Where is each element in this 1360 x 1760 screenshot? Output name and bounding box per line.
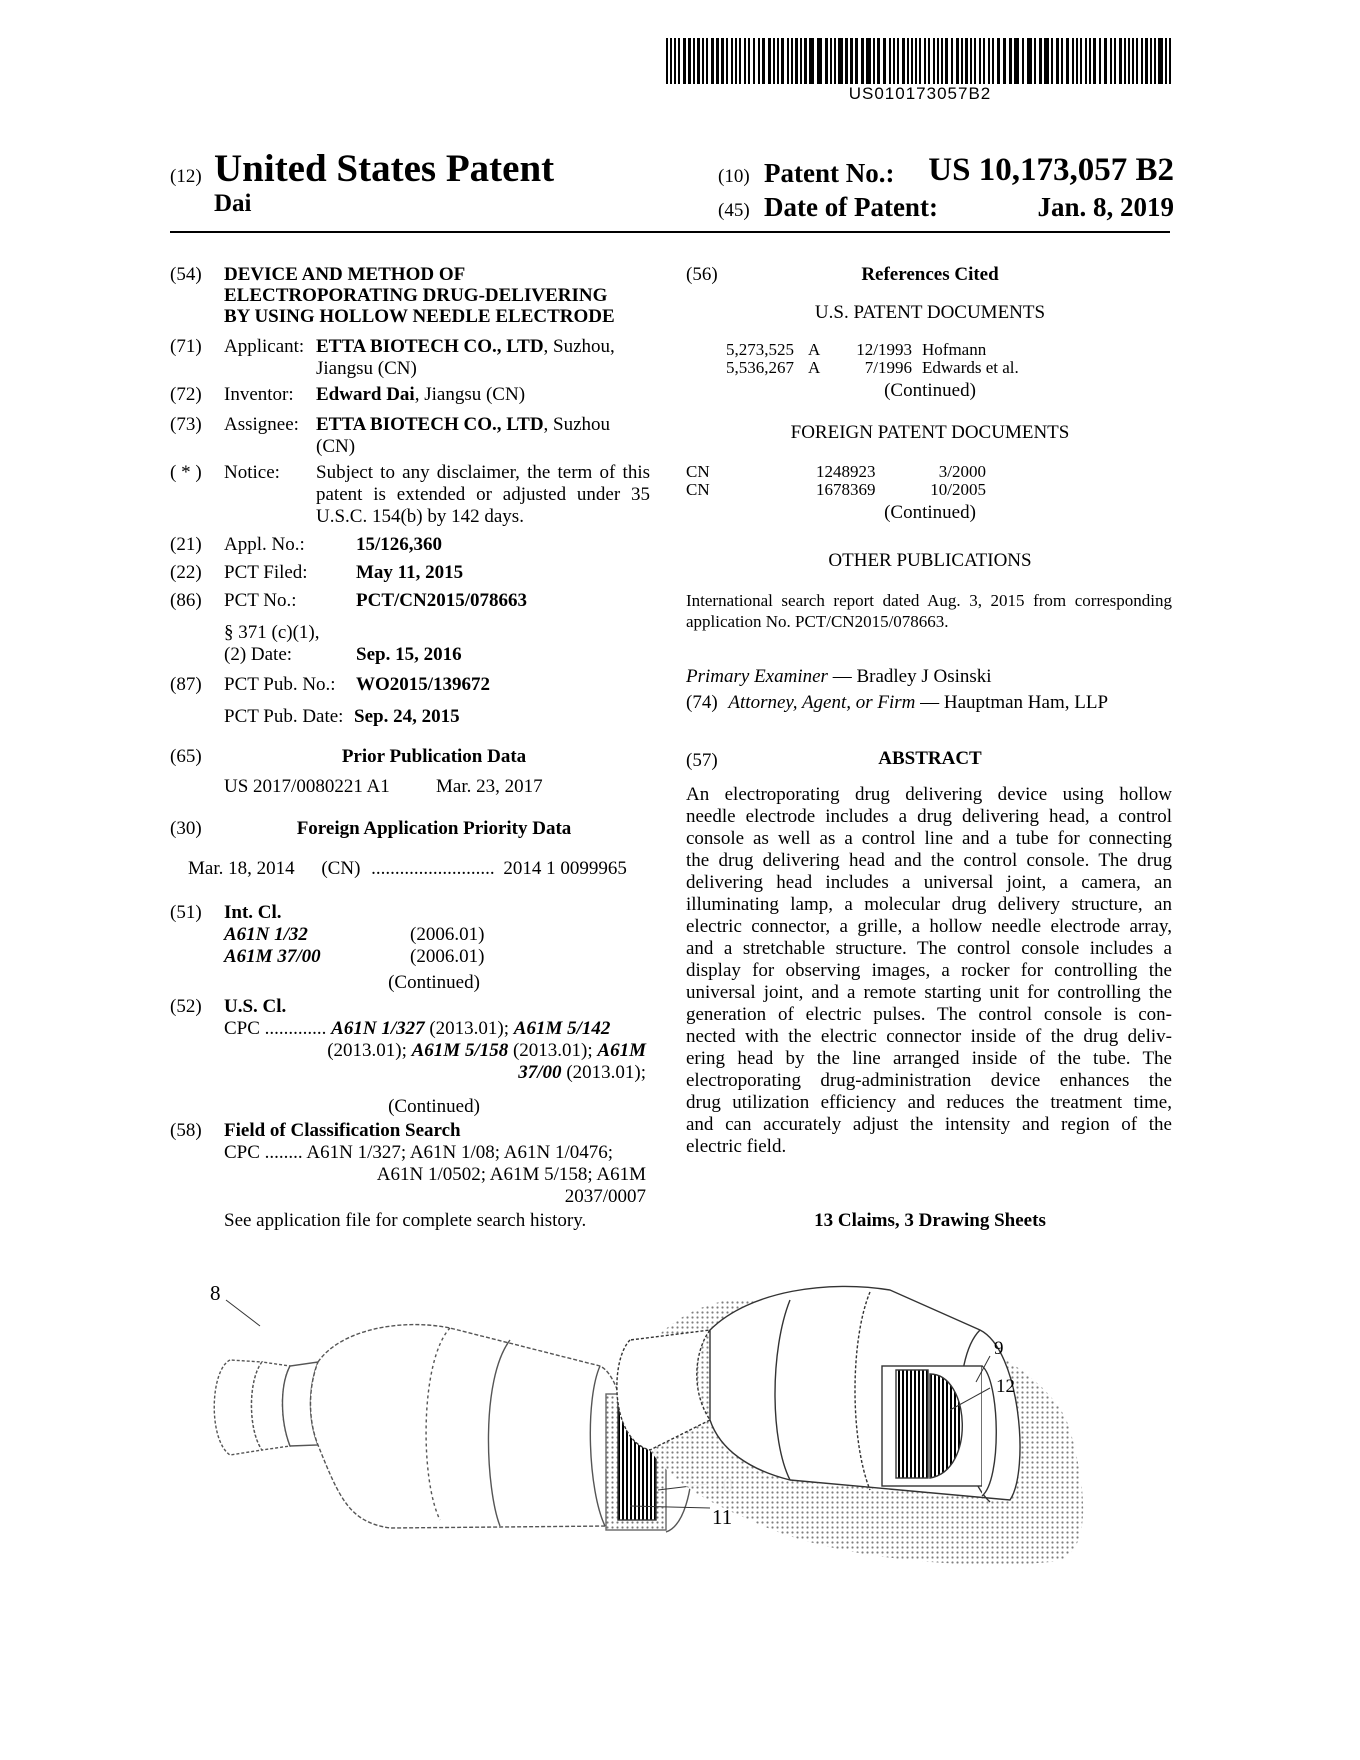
- applicant-region: Jiangsu (CN): [316, 358, 417, 379]
- foreign-docs-continued: (Continued): [884, 502, 976, 523]
- abstract-title: ABSTRACT: [878, 748, 982, 769]
- figure-label: 11: [712, 1505, 733, 1529]
- int-cl-title: Int. Cl.: [224, 902, 282, 923]
- abstract-line: needle electrode includes a drug delivering head, a control: [686, 806, 1172, 827]
- applicant-label: Applicant:: [224, 336, 305, 357]
- barcode-graphic: [666, 38, 1178, 86]
- attorney-label: Attorney, Agent, or Firm: [728, 692, 916, 713]
- int-cl-2-year: (2006.01): [410, 946, 485, 967]
- abstract-line: universal joint, and a remote starting unit for controlling the: [686, 982, 1172, 1003]
- abstract-line: and a stretchable structure. The control console includes a: [686, 938, 1172, 959]
- us-cl-cpc: [224, 1018, 646, 1084]
- date-of-patent: Jan. 8, 2019: [1037, 192, 1174, 222]
- code-30: (30): [170, 818, 202, 839]
- us-doc-name: Hofmann: [922, 340, 987, 359]
- code-51: (51): [170, 902, 202, 923]
- inventor-name: Edward Dai: [316, 384, 415, 405]
- abstract-line: and can accurately adjust the intensity and region of the: [686, 1114, 1172, 1135]
- foreign-priority-row: [188, 858, 646, 880]
- field-cpc-line: A61N 1/327; A61N 1/08; A61N 1/0476;: [306, 1142, 614, 1163]
- figure-label: 9: [994, 1338, 1004, 1359]
- code-22: (22): [170, 562, 202, 583]
- cpc-class: A61M 5/142: [513, 1018, 611, 1039]
- other-pub-line: application No. PCT/CN2015/078663.: [686, 612, 949, 631]
- code-86: (86): [170, 590, 202, 611]
- field-cpc-line: A61N 1/0502; A61M 5/158; A61M: [376, 1164, 646, 1185]
- us-doc-number: 5,536,267: [726, 358, 794, 377]
- code-58: (58): [170, 1120, 202, 1141]
- code-56: (56): [686, 264, 718, 285]
- abstract-line: generation of electric pulses. The control console is con-: [686, 1004, 1172, 1025]
- notice-line: U.S.C. 154(b) by 142 days.: [316, 506, 524, 527]
- code-54: (54): [170, 264, 202, 285]
- prior-pub-date: Mar. 23, 2017: [436, 776, 543, 797]
- cpc-year: (2013.01);: [327, 1040, 412, 1061]
- figure-label: 8: [210, 1281, 221, 1305]
- title-line: BY USING HOLLOW NEEDLE ELECTRODE: [224, 306, 615, 327]
- foreign-doc-date: 10/2005: [930, 480, 986, 499]
- notice-label: Notice:: [224, 462, 280, 483]
- code-72: (72): [170, 384, 202, 405]
- date-of-patent-label: Date of Patent:: [764, 192, 938, 222]
- foreign-doc-country: CN: [686, 480, 710, 499]
- invention-title: [224, 264, 615, 327]
- code-87: (87): [170, 674, 202, 695]
- abstract-line: electric field.: [686, 1136, 787, 1157]
- field-cpc-label: CPC: [224, 1142, 260, 1163]
- assignee: [316, 414, 610, 458]
- code-notice: ( * ): [170, 462, 202, 483]
- search-history-note: See application file for complete search history.: [224, 1210, 587, 1231]
- field-search-cpc: [224, 1142, 646, 1208]
- us-doc-date: 12/1993: [856, 340, 912, 359]
- claims-summary: 13 Claims, 3 Drawing Sheets: [814, 1210, 1046, 1231]
- attorney: [686, 692, 1108, 714]
- notice-line: patent is extended or adjusted under 35: [316, 484, 650, 505]
- assignee-name: ETTA BIOTECH CO., LTD: [316, 414, 544, 435]
- appl-no-label: Appl. No.:: [224, 534, 305, 555]
- foreign-doc-number: 1678369: [816, 480, 876, 499]
- foreign-priority-title: Foreign Application Priority Data: [296, 818, 572, 839]
- int-cl-1-year: (2006.01): [410, 924, 485, 945]
- us-doc-kind: A: [808, 340, 821, 359]
- cpc-year: (2013.01);: [561, 1062, 646, 1083]
- assignee-city: , Suzhou: [543, 414, 611, 435]
- foreign-doc-date: 3/2000: [938, 462, 986, 481]
- notice-line: Subject to any disclaimer, the term of this: [316, 462, 650, 483]
- code-21: (21): [170, 534, 202, 555]
- cpc-year: (2013.01);: [424, 1018, 514, 1039]
- cpc-class: 37/00: [518, 1062, 562, 1083]
- abstract-line: An electroporating drug delivering device using hollow: [686, 784, 1172, 805]
- title-line: ELECTROPORATING DRUG-DELIVERING: [224, 285, 608, 306]
- appl-no: 15/126,360: [356, 534, 443, 555]
- attorney-name: — Hauptman Ham, LLP: [915, 692, 1109, 713]
- pct-pub-date: Sep. 24, 2015: [354, 706, 460, 727]
- abstract-line: illuminating lamp, a molecular drug delivery structure, an: [686, 894, 1172, 915]
- patent-title: United States Patent: [214, 147, 555, 190]
- section-371-date-label: (2) Date:: [224, 644, 293, 665]
- notice-text: [316, 462, 650, 528]
- abstract-line: ering head by the line arranged inside of the tube. The: [686, 1048, 1172, 1069]
- inventor: [316, 384, 525, 406]
- foreign-docs-title: FOREIGN PATENT DOCUMENTS: [790, 422, 1070, 443]
- other-pub-text: [686, 590, 1172, 632]
- applicant-city: , Suzhou,: [543, 336, 615, 357]
- other-pub-line: International search report dated Aug. 3, 2015 from corresponding: [686, 591, 1172, 610]
- title-line: DEVICE AND METHOD OF: [224, 264, 466, 285]
- code-10: (10): [718, 166, 750, 187]
- abstract-line: delivering head includes a universal joint, a camera, an: [686, 872, 1172, 893]
- device-right-drawing: [617, 1286, 1083, 1564]
- pct-filed-label: PCT Filed:: [224, 562, 308, 583]
- field-search-title: Field of Classification Search: [224, 1120, 461, 1141]
- inventor-location: , Jiangsu (CN): [414, 384, 526, 405]
- foreign-doc-number: 1248923: [816, 462, 876, 481]
- us-cl-continued: (Continued): [388, 1096, 480, 1117]
- section-371-date: Sep. 15, 2016: [356, 644, 462, 665]
- pct-pub-no-label: PCT Pub. No.:: [224, 674, 336, 695]
- pct-pub-no: WO2015/139672: [356, 674, 491, 695]
- code-73: (73): [170, 414, 202, 435]
- abstract-text: [686, 784, 1172, 1158]
- cpc-class: A61M 5/158: [411, 1040, 509, 1061]
- references-title: References Cited: [861, 264, 999, 285]
- priority-number: 2014 1 0099965: [503, 858, 627, 879]
- code-52: (52): [170, 996, 202, 1017]
- priority-country: (CN): [321, 858, 361, 879]
- header-rule: [170, 231, 1170, 233]
- pct-filed: May 11, 2015: [356, 562, 464, 583]
- assignee-label: Assignee:: [224, 414, 299, 435]
- cpc-label: CPC: [224, 1018, 260, 1039]
- us-doc-name: Edwards et al.: [922, 358, 1019, 377]
- abstract-line: console as well as a control line and a tube for connecting: [686, 828, 1172, 849]
- abstract-line: nected with the electric connector inside of the drug deliv-: [686, 1026, 1172, 1047]
- section-371-label: § 371 (c)(1),: [224, 622, 320, 643]
- prior-pub-title: Prior Publication Data: [341, 746, 527, 767]
- pct-no: PCT/CN2015/078663: [356, 590, 527, 611]
- foreign-doc-country: CN: [686, 462, 710, 481]
- code-45: (45): [718, 200, 750, 221]
- abstract-line: display for observing images, a rocker for controlling the: [686, 960, 1172, 981]
- us-doc-date: 7/1996: [864, 358, 912, 377]
- prior-pub-number: US 2017/0080221 A1: [224, 776, 390, 797]
- field-cpc-line: 2037/0007: [564, 1186, 646, 1207]
- inventor-surname: Dai: [214, 190, 252, 217]
- barcode-number: US010173057B2: [848, 84, 992, 103]
- applicant-name: ETTA BIOTECH CO., LTD: [316, 336, 544, 357]
- us-doc-number: 5,273,525: [726, 340, 794, 359]
- cpc-year: (2013.01);: [508, 1040, 598, 1061]
- pct-pub-date-label: PCT Pub. Date:: [224, 706, 344, 727]
- code-12: (12): [170, 166, 202, 187]
- code-65: (65): [170, 746, 202, 767]
- patent-no-label: Patent No.:: [764, 158, 895, 188]
- drawing-figure: [190, 1270, 1170, 1570]
- abstract-line: drug utilization efficiency and reduces the treatment time,: [686, 1092, 1172, 1113]
- priority-leader: ..........................: [371, 858, 495, 879]
- us-docs-title: U.S. PATENT DOCUMENTS: [814, 302, 1046, 323]
- code-74: (74): [686, 692, 718, 713]
- abstract-line: electroporating drug-administration device enhances the: [686, 1070, 1172, 1091]
- applicant: [316, 336, 615, 380]
- int-cl-2: A61M 37/00: [224, 946, 321, 967]
- us-docs-continued: (Continued): [884, 380, 976, 401]
- code-57: (57): [686, 750, 718, 771]
- code-71: (71): [170, 336, 202, 357]
- cpc-leader: .............: [264, 1018, 327, 1039]
- figure-label: 12: [996, 1376, 1015, 1397]
- primary-examiner: [686, 666, 992, 688]
- patent-number: US 10,173,057 B2: [928, 152, 1174, 188]
- int-cl-1: A61N 1/32: [224, 924, 308, 945]
- abstract-line: the drug delivering head and the control console. The drug: [686, 850, 1172, 871]
- int-cl-continued: (Continued): [388, 972, 480, 993]
- assignee-country: (CN): [316, 436, 356, 457]
- us-cl-title: U.S. Cl.: [224, 996, 287, 1017]
- examiner-name: — Bradley J Osinski: [827, 666, 992, 687]
- priority-date: Mar. 18, 2014: [188, 858, 295, 879]
- device-left-drawing: [214, 1325, 692, 1532]
- abstract-line: electric connector, a grille, a hollow needle electrode array,: [686, 916, 1172, 937]
- field-cpc-leader: ........: [264, 1142, 303, 1163]
- examiner-label: Primary Examiner: [686, 666, 828, 687]
- pct-no-label: PCT No.:: [224, 590, 297, 611]
- cpc-class: A61N 1/327: [331, 1018, 425, 1039]
- cpc-class: A61M: [597, 1040, 646, 1061]
- us-doc-kind: A: [808, 358, 821, 377]
- other-pub-title: OTHER PUBLICATIONS: [828, 550, 1032, 571]
- inventor-label: Inventor:: [224, 384, 294, 405]
